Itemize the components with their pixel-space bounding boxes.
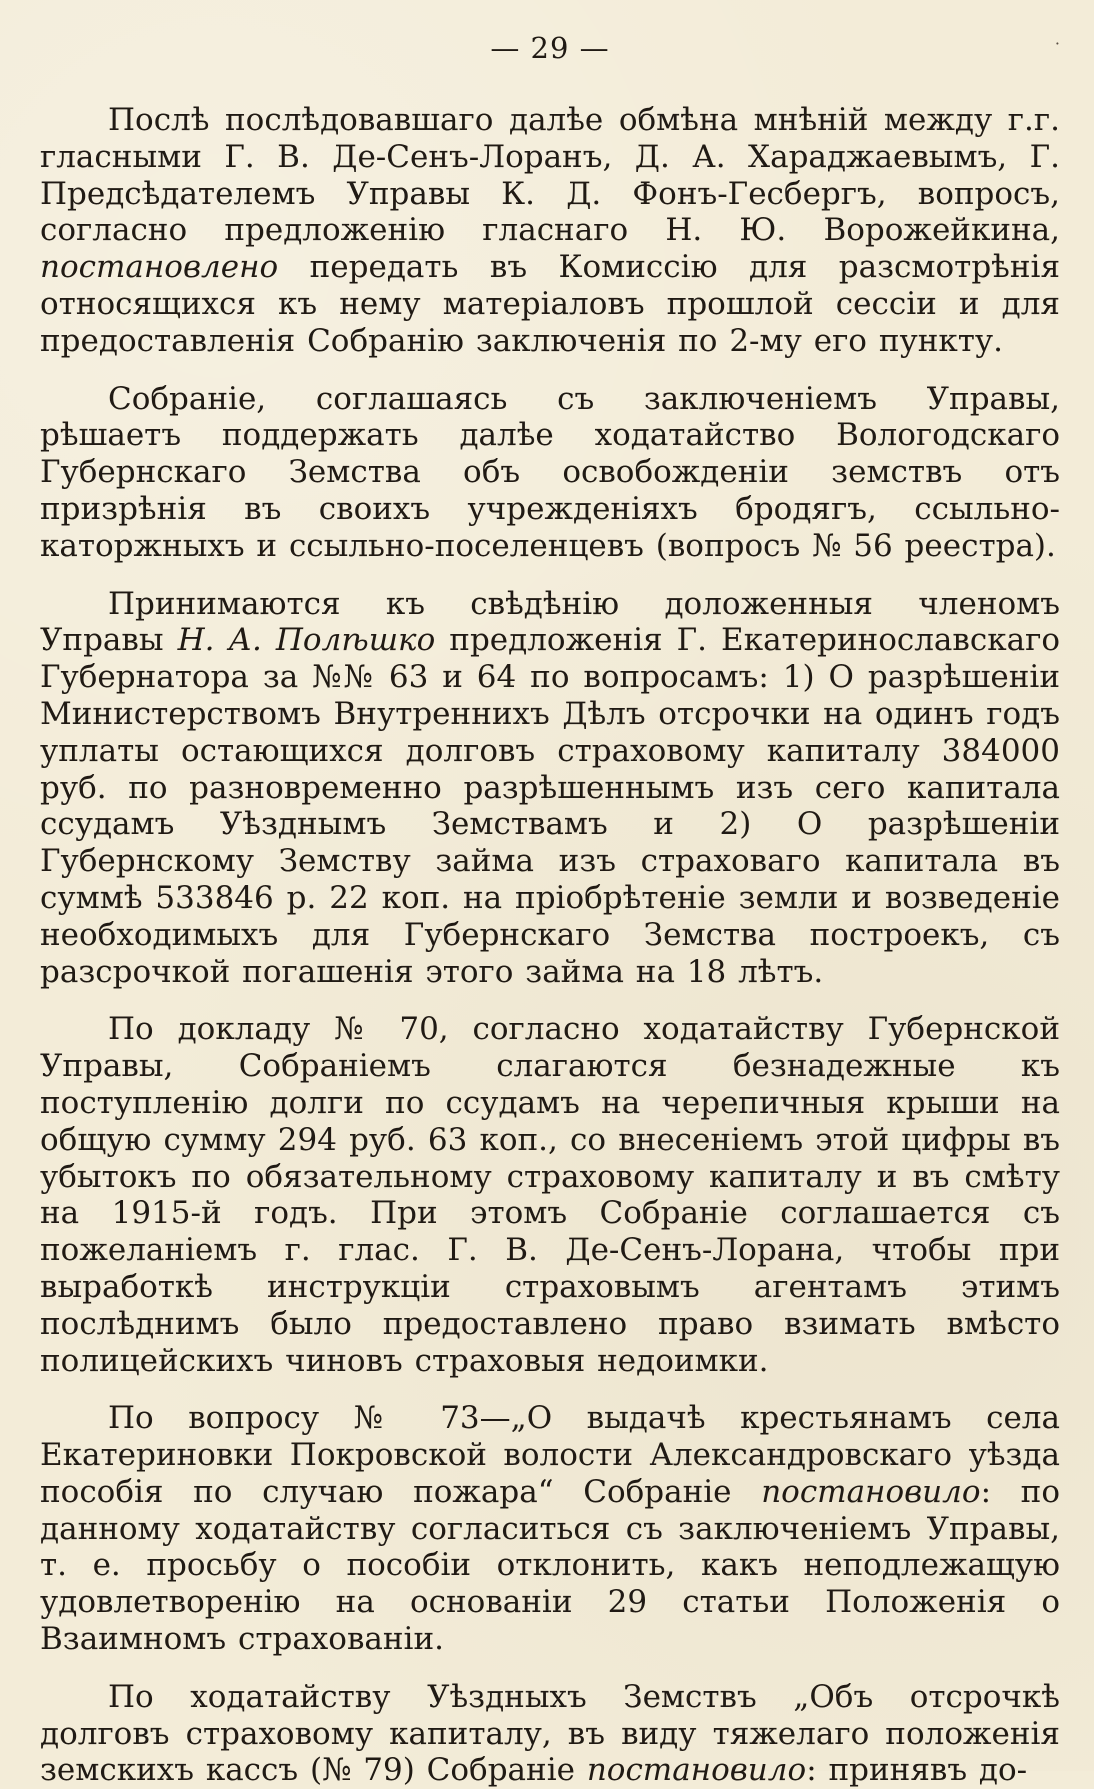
paragraph-1-text-2: передать въ Комиссію для разсмотрѣнія относящихся къ нему матеріаловъ прошлой сессіи и для предоставленія Собранію заключенія по 2-му его пункту. — [40, 249, 1060, 359]
paragraph-5-italic-decision: постановило — [761, 1473, 981, 1510]
paragraph-2-text: Собраніе, соглашаясь съ заключеніемъ Управы, рѣшаетъ поддержать далѣе ходатайство Вологодскаго Губернскаго Земства объ освобожденіи земствъ отъ призрѣнія въ своихъ учрежденіяхъ бродягъ, ссыльно-каторжныхъ и ссыльно-поселенцевъ (вопросъ № 56 реестра). — [40, 380, 1060, 564]
paragraph-4 — [40, 1011, 1060, 1379]
paragraph-6-text-2: : принявъ до- — [806, 1752, 1028, 1789]
paragraph-3-text-1: Принимаются къ свѣдѣнію доложенныя членомъ Управы — [40, 585, 1060, 659]
paragraph-5 — [40, 1400, 1060, 1658]
paragraph-1-italic-decision: постановлено — [40, 249, 279, 286]
paragraph-1-text-1: Послѣ послѣдовавшаго далѣе обмѣна мнѣній между г.г. гласными Г. В. Де-Сенъ-Лоранъ, Д. А. Хараджаевымъ, Г. Предсѣдателемъ Управы К. Д. Фонъ-Гесбергъ, вопросъ, согласно предложенію гласнаго Н. Ю. Ворожейкина, — [40, 102, 1060, 249]
paragraph-1 — [40, 102, 1060, 360]
paragraph-3-italic-name: Н. А. Полѣшко — [177, 622, 436, 659]
paragraph-3-text-2: предложенія Г. Екатеринославскаго Губернатора за №№ 63 и 64 по вопросамъ: 1) О разрѣшеніи Министерствомъ Внутреннихъ Дѣлъ отсрочки на одинъ годъ уплаты остающихся долговъ страховому капиталу 384000 руб. по разновременно разрѣшеннымъ изъ сего капитала ссудамъ Уѣзднымъ Земствамъ и 2) О разрѣшеніи Губернскому Земству займа изъ страховаго капитала въ суммѣ 533846 р. 22 коп. на пріобрѣтеніе земли и возведеніе необходимыхъ для Губернскаго Земства построекъ, съ разсрочкой погашенія этого займа на 18 лѣтъ. — [40, 622, 1060, 990]
corner-mark: · — [1054, 34, 1060, 53]
paragraph-6 — [40, 1679, 1060, 1789]
paragraph-4-text: По докладу № 70, согласно ходатайству Губернской Управы, Собраніемъ слагаются безнадежные къ поступленію долги по ссудамъ на черепичныя крыши на общую сумму 294 руб. 63 коп., со внесеніемъ этой цифры въ убытокъ по обязательному страховому капиталу и въ смѣту на 1915-й годъ. При этомъ Собраніе соглашается съ пожеланіемъ г. глас. Г. В. Де-Сенъ-Лорана, чтобы при выработкѣ инструкціи страховымъ агентамъ этимъ послѣднимъ было предоставлено право взимать вмѣсто полицейскихъ чиновъ страховыя недоимки. — [40, 1011, 1060, 1379]
paragraph-2 — [40, 381, 1060, 565]
paragraph-5-text-2: : по данному ходатайству согласиться съ заключеніемъ Управы, т. е. просьбу о пособіи отклонить, какъ неподлежащую удовлетворенію на основаніи 29 статьи Положенія о Взаимномъ страхованіи. — [40, 1473, 1060, 1658]
paragraph-3 — [40, 586, 1060, 991]
page-number: — 29 — — [490, 31, 610, 65]
paragraph-6-italic-decision: постановило — [586, 1752, 807, 1789]
paragraph-6-text-1: По ходатайству Уѣздныхъ Земствъ „Объ отсрочкѣ долговъ страховому капиталу, въ виду тяжелаго положенія земскихъ кассъ (№ 79) Собраніе — [40, 1678, 1060, 1789]
paragraph-5-text-1: По вопросу № 73—„О выдачѣ крестьянамъ села Екатериновки Покровской волости Александровскаго уѣзда пособія по случаю пожара“ Собраніе — [40, 1400, 1060, 1510]
